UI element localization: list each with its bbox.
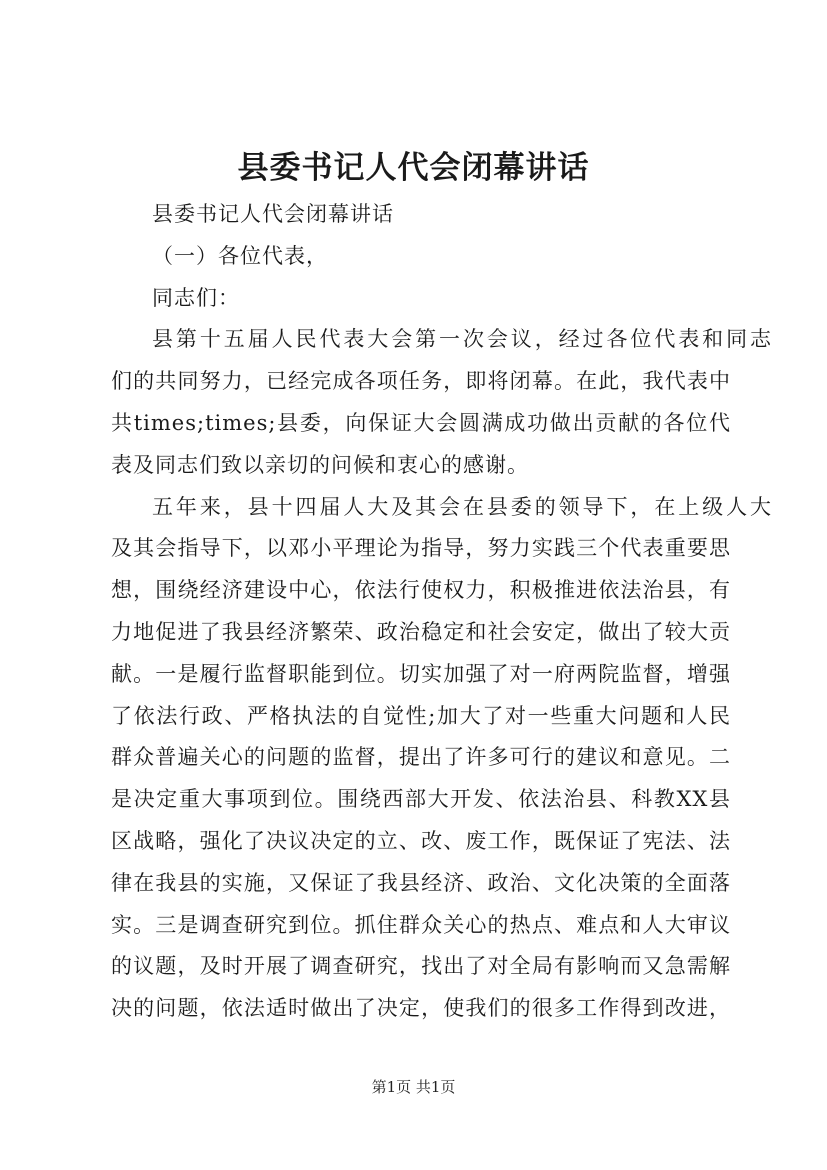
paragraph-line: 献。一是履行监督职能到位。切实加强了对一府两院监督，增强: [111, 661, 731, 686]
paragraph-line: 区战略，强化了决议决定的立、改、废工作，既保证了宪法、法: [111, 828, 731, 853]
paragraph-line: 实。三是调查研究到位。抓住群众关心的热点、难点和人大审议: [111, 912, 731, 937]
paragraph-line: 力地促进了我县经济繁荣、政治稳定和社会安定，做出了较大贡: [111, 619, 731, 644]
page-number: 第1页 共1页: [371, 1078, 456, 1096]
paragraph-line: 的议题，及时开展了调查研究，找出了对全局有影响而又急需解: [111, 954, 731, 979]
paragraph-line: 了依法行政、严格执法的自觉性;加大了对一些重大问题和人民: [111, 703, 731, 728]
paragraph-line: 五年来，县十四届人大及其会在县委的领导下，在上级人大: [152, 494, 772, 519]
paragraph-line: 们的共同努力，已经完成各项任务，即将闭幕。在此，我代表中: [111, 369, 731, 394]
paragraph-line: 律在我县的实施，又保证了我县经济、政治、文化决策的全面落: [111, 870, 731, 895]
document-title: 县委书记人代会闭幕讲话: [237, 150, 590, 186]
paragraph-line: 决的问题，依法适时做出了决定，使我们的很多工作得到改进，: [111, 996, 731, 1021]
paragraph-line: 想，围绕经济建设中心，依法行使权力，积极推进依法治县，有: [111, 578, 731, 603]
paragraph-line: 群众普遍关心的问题的监督，提出了许多可行的建议和意见。二: [111, 745, 731, 770]
paragraph-line: 及其会指导下，以邓小平理论为指导，努力实践三个代表重要思: [111, 536, 731, 561]
paragraph-line: 表及同志们致以亲切的问候和衷心的感谢。: [111, 452, 529, 477]
paragraph-line: 是决定重大事项到位。围绕西部大开发、依法治县、科教XX县: [111, 787, 731, 812]
salutation-line: （一）各位代表，: [152, 243, 328, 268]
subtitle-line: 县委书记人代会闭幕讲话: [152, 202, 394, 226]
salutation-line: 同志们：: [152, 285, 240, 310]
paragraph-line: 共times;times;县委，向保证大会圆满成功做出贡献的各位代: [111, 410, 731, 435]
document-body: [111, 194, 772, 1030]
paragraph-line: 县第十五届人民代表大会第一次会议，经过各位代表和同志: [152, 327, 772, 352]
